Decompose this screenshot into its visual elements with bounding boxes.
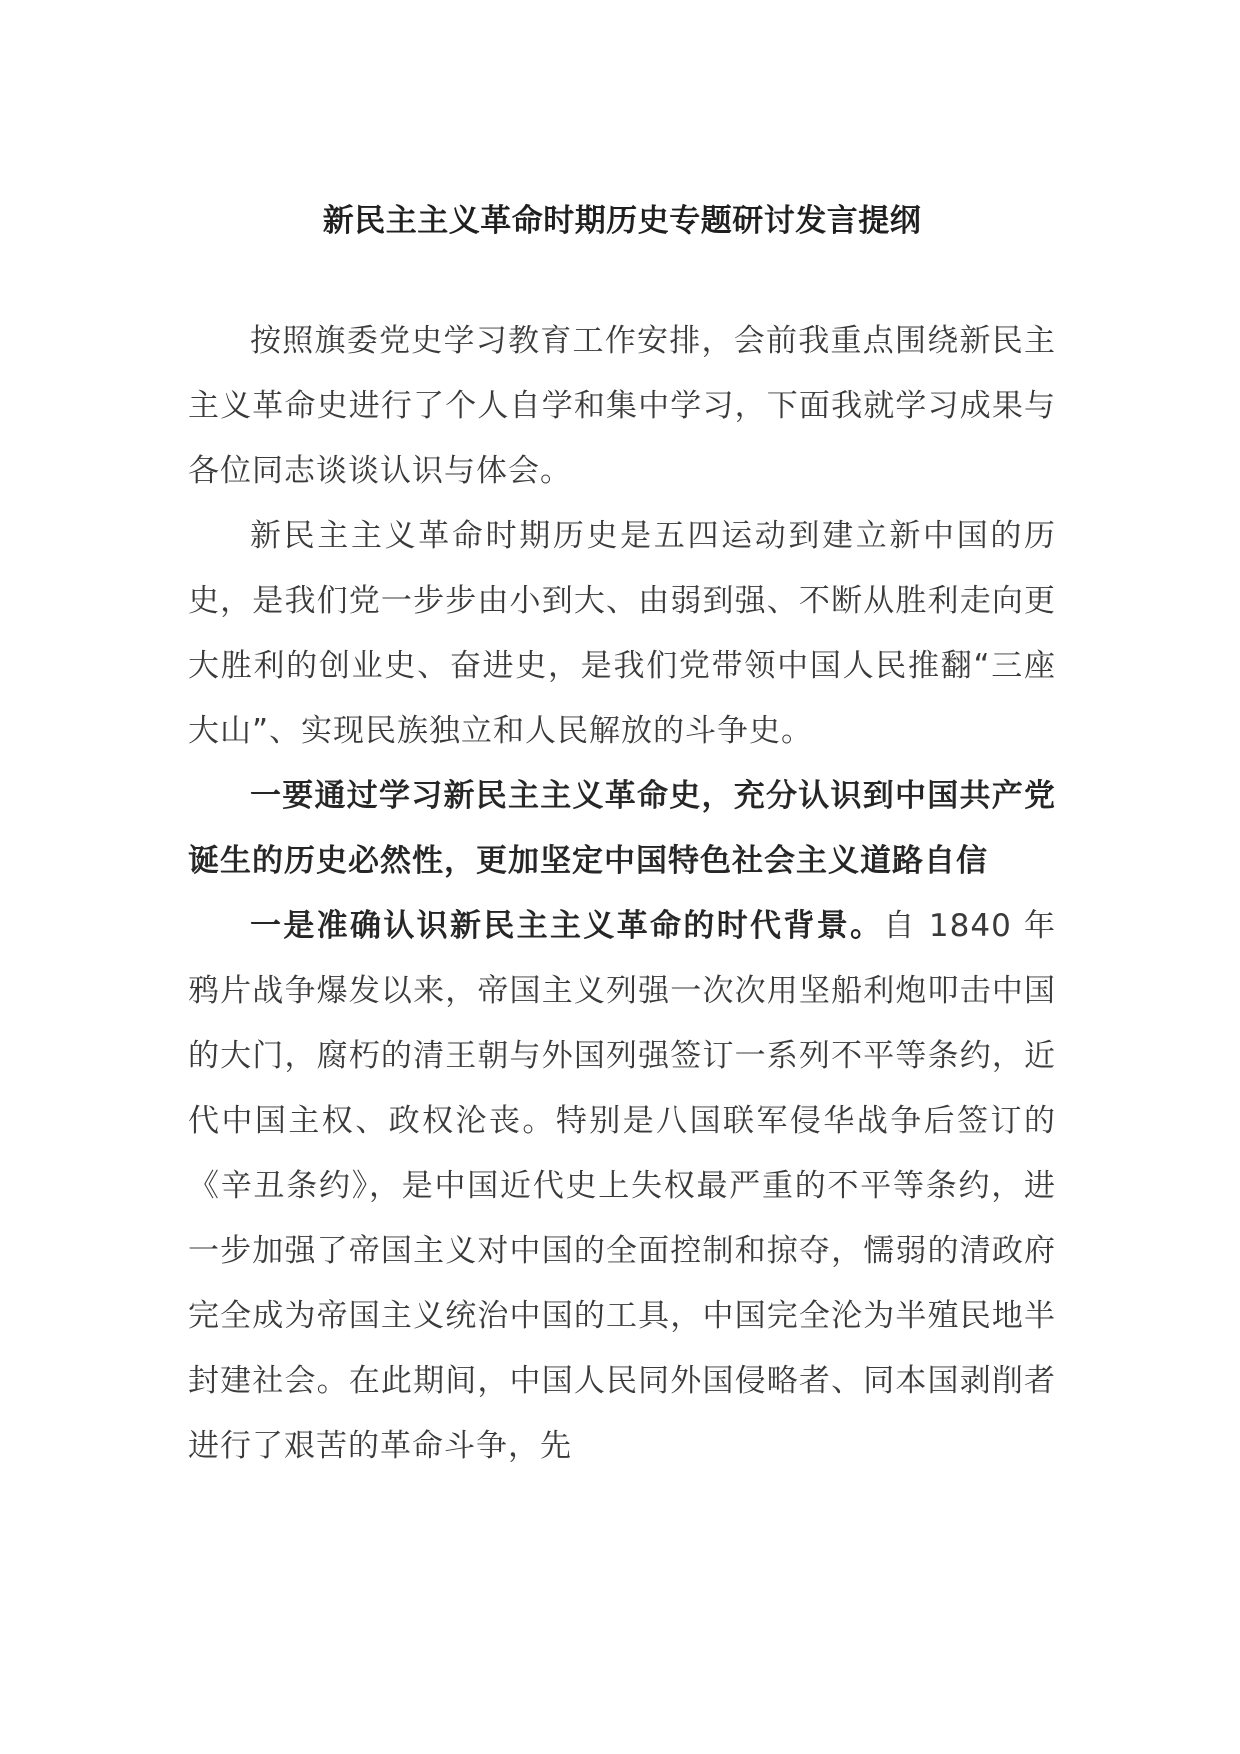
paragraph-intro-text: 按照旗委党史学习教育工作安排，会前我重点围绕新民主主义革命史进行了个人自学和集中学习，下面我就学习成果与各位同志谈谈认识与体会。 (188, 323, 1056, 489)
section-heading-one (188, 764, 1056, 894)
document-page (188, 196, 1056, 1479)
document-title: 新民主主义革命时期历史专题研讨发言提纲 (322, 203, 922, 239)
paragraph-history-overview-text: 新民主主义革命时期历史是五四运动到建立新中国的历史，是我们党一步步由小到大、由弱到强、不断从胜利走向更大胜利的创业史、奋进史，是我们党带领中国人民推翻“三座大山”、实现民族独立和人民解放的斗争史。 (188, 518, 1056, 749)
paragraph-intro (188, 309, 1056, 504)
point-one-text: 自 1840 年鸦片战争爆发以来，帝国主义列强一次次用坚船利炮叩击中国的大门，腐朽的清王朝与外国列强签订一系列不平等条约，近代中国主权、政权沦丧。特别是八国联军侵华战争后签订的《辛丑条约》，是中国近代史上失权最严重的不平等条约，进一步加强了帝国主义对中国的全面控制和掠夺，懦弱的清政府完全成为帝国主义统治中国的工具，中国完全沦为半殖民地半封建社会。在此期间，中国人民同外国侵略者、同本国剥削者进行了艰苦的革命斗争，先 (188, 908, 1056, 1464)
point-one-lead: 一是准确认识新民主主义革命的时代背景。 (250, 908, 884, 944)
section-heading-one-text: 一要通过学习新民主主义革命史，充分认识到中国共产党诞生的历史必然性，更加坚定中国特色社会主义道路自信 (188, 778, 1056, 879)
paragraph-history-overview (188, 504, 1056, 764)
paragraph-point-one (188, 894, 1056, 1479)
